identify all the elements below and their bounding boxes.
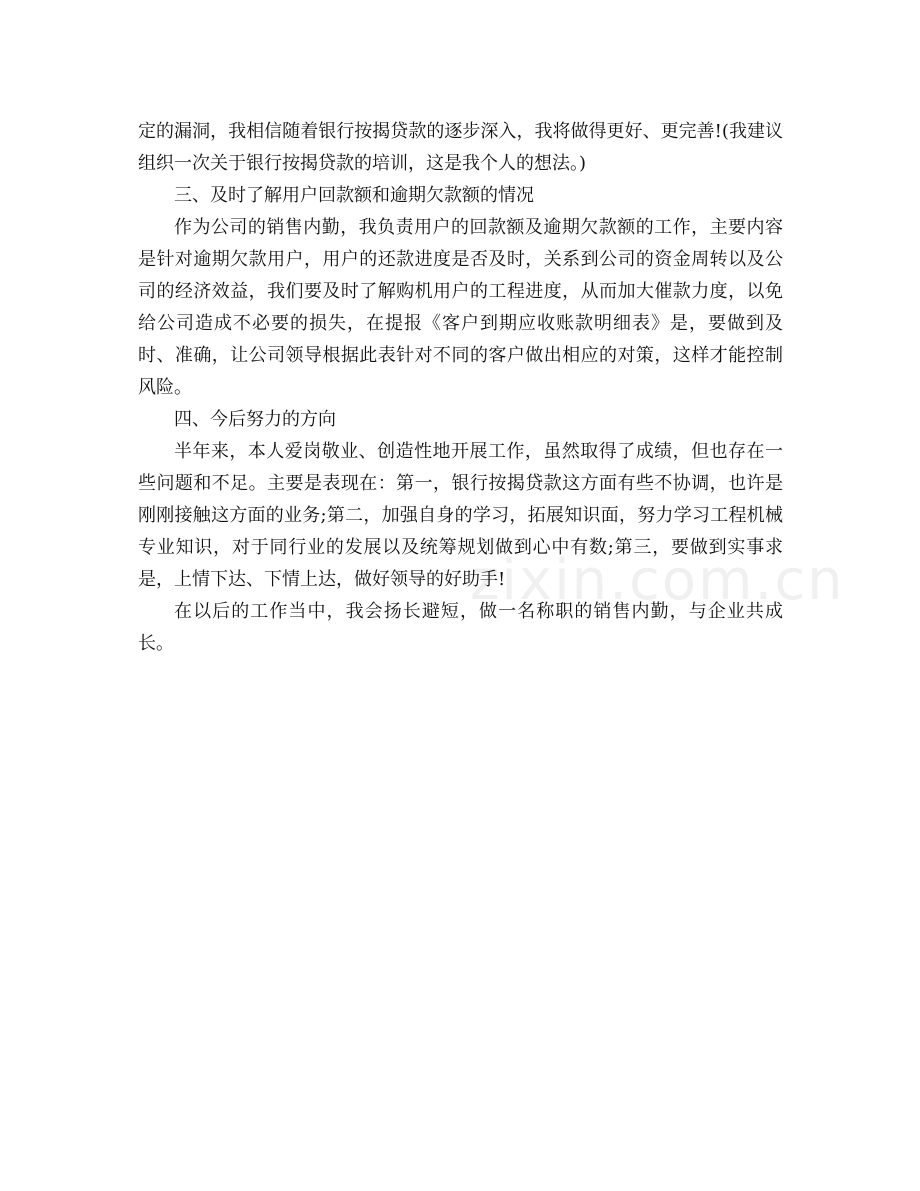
paragraph-1: 定的漏洞，我相信随着银行按揭贷款的逐步深入，我将做得更好、更完善!(我建议组织一次关于银行按揭贷款的培训，这是我个人的想法。) [138, 121, 783, 174]
section-heading-4: 四、今后努力的方向 [174, 409, 336, 430]
section-heading-3: 三、及时了解用户回款额和逾期欠款额的情况 [174, 185, 534, 206]
paragraph-4: 在以后的工作当中，我会扬长避短，做一名称职的销售内勤，与企业共成长。 [138, 601, 783, 654]
paragraph-3: 半年来，本人爱岗敬业、创造性地开展工作，虽然取得了成绩，但也存在一些问题和不足。主要是表现在：第一，银行按揭贷款这方面有些不协调，也许是刚刚接触这方面的业务;第二，加强自身的学习，拓展知识面，努力学习工程机械专业知识，对于同行业的发展以及统筹规划做到心中有数;第三，要做到实事求是，上情下达、下情上达，做好领导的好助手! [138, 441, 783, 590]
paragraph-2: 作为公司的销售内勤，我负责用户的回款额及逾期欠款额的工作，主要内容是针对逾期欠款用户，用户的还款进度是否及时，关系到公司的资金周转以及公司的经济效益，我们要及时了解购机用户的工程进度，从而加大催款力度，以免给公司造成不必要的损失，在提报《客户到期应收账款明细表》是，要做到及时、准确，让公司领导根据此表针对不同的客户做出相应的对策，这样才能控制风险。 [138, 217, 783, 398]
document-body [138, 116, 783, 660]
watermark: zixin.com.cn [470, 548, 845, 613]
